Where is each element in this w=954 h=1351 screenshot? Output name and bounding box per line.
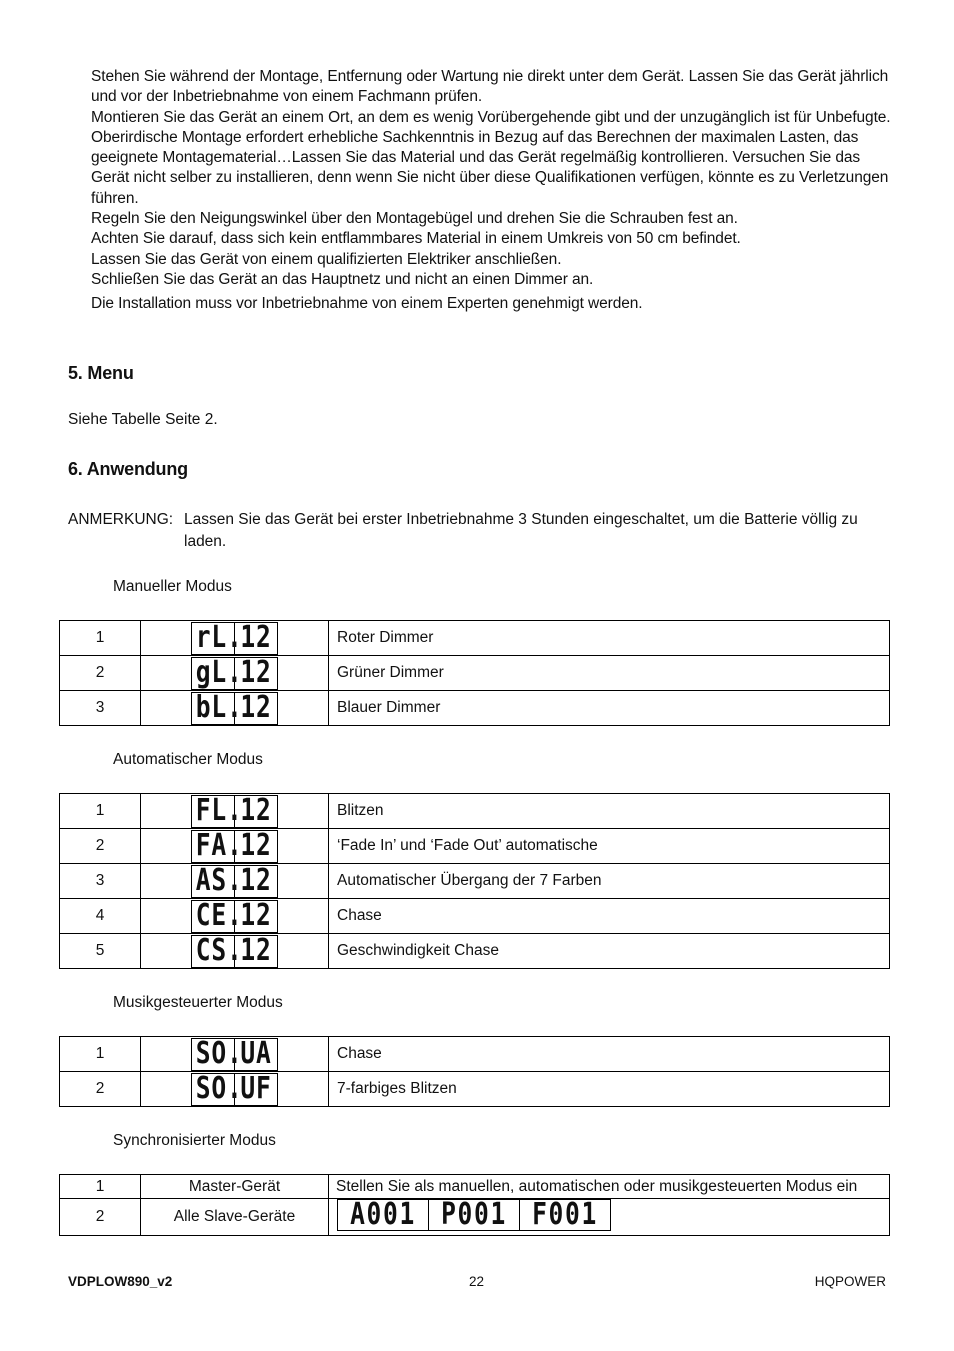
mode-title-music: Musikgesteuerter Modus — [113, 994, 283, 1011]
lcd-text: A001 — [350, 1197, 416, 1232]
lcd-display — [191, 792, 278, 828]
lcd-display — [191, 689, 278, 725]
table-row — [60, 1072, 890, 1107]
row-description: Roter Dimmer — [329, 621, 890, 656]
lcd-text: AS. — [195, 862, 243, 898]
intro-line: Regeln Sie den Neigungswinkel über den Montagebügel und drehen Sie die Schrauben fest an. — [91, 210, 738, 228]
lcd-text: 12 — [240, 654, 272, 690]
row-description: Chase — [329, 899, 890, 934]
table-row — [60, 934, 890, 969]
lcd-text: FA. — [195, 827, 243, 863]
row-number: 5 — [60, 934, 141, 969]
note-label: ANMERKUNG: — [68, 511, 174, 528]
lcd-text: 12 — [240, 619, 272, 655]
mode-title-manual: Manueller Modus — [113, 578, 232, 595]
row-number: 1 — [60, 621, 141, 656]
note — [68, 509, 888, 553]
lcd-segment — [235, 689, 277, 725]
lcd-segment — [520, 1197, 610, 1232]
lcd-segment — [192, 792, 243, 828]
menu-reference-text: Siehe Tabelle Seite 2. — [68, 411, 218, 428]
lcd-segment — [235, 827, 277, 863]
table-row — [60, 1199, 890, 1236]
section-heading-anwendung: 6. Anwendung — [68, 459, 188, 479]
row-description: Blitzen — [329, 794, 890, 829]
lcd-display — [191, 654, 278, 690]
row-display — [329, 1199, 890, 1236]
intro-line: Die Installation muss vor Inbetriebnahme von einem Experten genehmigt werden. — [91, 295, 643, 313]
row-description: ‘Fade In’ und ‘Fade Out’ automatische — [329, 829, 890, 864]
lcd-segment — [192, 1070, 243, 1106]
lcd-segment — [235, 654, 277, 690]
lcd-text: CS. — [195, 932, 243, 968]
row-description: Stellen Sie als manuellen, automatischen oder musikgesteuerten Modus ein — [329, 1175, 890, 1199]
lcd-segment — [235, 897, 277, 933]
lcd-segment — [192, 1035, 243, 1071]
lcd-display — [191, 1070, 278, 1106]
device-role: Master-Gerät — [141, 1175, 329, 1199]
lcd-segment — [192, 619, 243, 655]
lcd-display — [191, 1035, 278, 1071]
table-row — [60, 829, 890, 864]
lcd-text: 12 — [240, 689, 272, 725]
row-description: Geschwindigkeit Chase — [329, 934, 890, 969]
lcd-segment — [192, 689, 243, 725]
lcd-text: UA — [240, 1035, 272, 1071]
intro-line: Lassen Sie das Gerät von einem qualifizierten Elektriker anschließen. — [91, 250, 562, 268]
row-display — [141, 864, 329, 899]
table-row — [60, 864, 890, 899]
row-description: Automatischer Übergang der 7 Farben — [329, 864, 890, 899]
table-row — [60, 621, 890, 656]
table-row — [60, 794, 890, 829]
lcd-segment — [192, 897, 243, 933]
lcd-segment — [429, 1197, 520, 1232]
sync-mode-table — [59, 1174, 890, 1236]
device-role: Alle Slave-Geräte — [141, 1199, 329, 1236]
table-row — [60, 1037, 890, 1072]
lcd-text: F001 — [532, 1197, 598, 1232]
lcd-display — [191, 619, 278, 655]
lcd-segment — [192, 862, 243, 898]
row-number: 2 — [60, 829, 141, 864]
row-number: 3 — [60, 691, 141, 726]
lcd-text: UF — [240, 1070, 272, 1106]
lcd-segment — [235, 792, 277, 828]
row-description: Blauer Dimmer — [329, 691, 890, 726]
section-heading-menu: 5. Menu — [68, 363, 134, 383]
table-row — [60, 691, 890, 726]
lcd-text: bL. — [195, 689, 243, 725]
row-display — [141, 794, 329, 829]
footer-model: VDPLOW890_v2 — [68, 1274, 173, 1289]
lcd-text: 12 — [240, 827, 272, 863]
intro-line: Stehen Sie während der Montage, Entfernung oder Wartung nie direkt unter dem Gerät. Lassen Sie das Gerät jährlich und vor der Inbetriebnahme von einem Fachmann prüfen. — [91, 68, 889, 106]
footer-brand: HQPOWER — [814, 1274, 886, 1289]
lcd-segment — [235, 619, 277, 655]
lcd-segment — [235, 862, 277, 898]
row-description: Chase — [329, 1037, 890, 1072]
lcd-text: rL. — [195, 619, 243, 655]
intro-line: Oberirdische Montage erfordert erhebliche Sachkenntnis in Bezug auf das Berechnen der maximalen Lasten, das geeignete Montagematerial…Lassen Sie das Material und das Gerät regelmäßig kontrollieren. Versuchen Sie das Gerät nicht selber zu installieren, denn wenn Sie nicht über diese Qualifikationen verfügen, könnte es zu Verletzungen führen. — [91, 128, 889, 207]
row-display — [141, 899, 329, 934]
lcd-segment — [235, 932, 277, 968]
table-row — [60, 656, 890, 691]
mode-title-auto: Automatischer Modus — [113, 751, 263, 768]
lcd-segment — [235, 1035, 277, 1071]
row-display — [141, 656, 329, 691]
lcd-segment — [235, 1070, 277, 1106]
lcd-text: SO. — [195, 1035, 243, 1071]
lcd-text: 12 — [240, 792, 272, 828]
mode-title-sync: Synchronisierter Modus — [113, 1132, 276, 1149]
lcd-display — [191, 897, 278, 933]
lcd-segment — [192, 932, 243, 968]
row-display — [141, 1072, 329, 1107]
row-number: 1 — [60, 1037, 141, 1072]
footer-page-number: 22 — [469, 1274, 485, 1289]
music-mode-table — [59, 1036, 890, 1107]
note-text: Lassen Sie das Gerät bei erster Inbetriebnahme 3 Stunden eingeschaltet, um die Batterie völlig zu laden. — [184, 511, 858, 550]
lcd-segment — [338, 1197, 429, 1232]
row-description: 7-farbiges Blitzen — [329, 1072, 890, 1107]
row-number: 4 — [60, 899, 141, 934]
lcd-display — [191, 827, 278, 863]
row-number: 1 — [60, 794, 141, 829]
row-number: 2 — [60, 656, 141, 691]
lcd-display — [191, 862, 278, 898]
safety-instructions — [91, 67, 891, 315]
row-number: 3 — [60, 864, 141, 899]
lcd-text: 12 — [240, 932, 272, 968]
lcd-display — [337, 1199, 611, 1231]
lcd-display — [191, 932, 278, 968]
intro-line: Achten Sie darauf, dass sich kein entflammbares Material in einem Umkreis von 50 cm befindet. — [91, 230, 741, 248]
lcd-text: 12 — [240, 897, 272, 933]
row-number: 1 — [60, 1175, 141, 1199]
auto-mode-table — [59, 793, 890, 969]
lcd-text: gL. — [195, 654, 243, 690]
manual-mode-table — [59, 620, 890, 726]
row-display — [141, 829, 329, 864]
lcd-text: SO. — [195, 1070, 243, 1106]
intro-line: Montieren Sie das Gerät an einem Ort, an dem es wenig Vorübergehende gibt und der unzugänglich ist für Unbefugte. — [91, 108, 891, 126]
intro-line: Schließen Sie das Gerät an das Hauptnetz und nicht an einen Dimmer an. — [91, 270, 594, 288]
row-display — [141, 621, 329, 656]
row-display — [141, 691, 329, 726]
table-row — [60, 899, 890, 934]
lcd-text: CE. — [195, 897, 243, 933]
row-number: 2 — [60, 1072, 141, 1107]
lcd-text: FL. — [195, 792, 243, 828]
lcd-text: 12 — [240, 862, 272, 898]
lcd-segment — [192, 827, 243, 863]
table-row — [60, 1175, 890, 1199]
lcd-segment — [192, 654, 243, 690]
row-display — [141, 1037, 329, 1072]
row-description: Grüner Dimmer — [329, 656, 890, 691]
row-display — [141, 934, 329, 969]
lcd-text: P001 — [441, 1197, 507, 1232]
row-number: 2 — [60, 1199, 141, 1236]
